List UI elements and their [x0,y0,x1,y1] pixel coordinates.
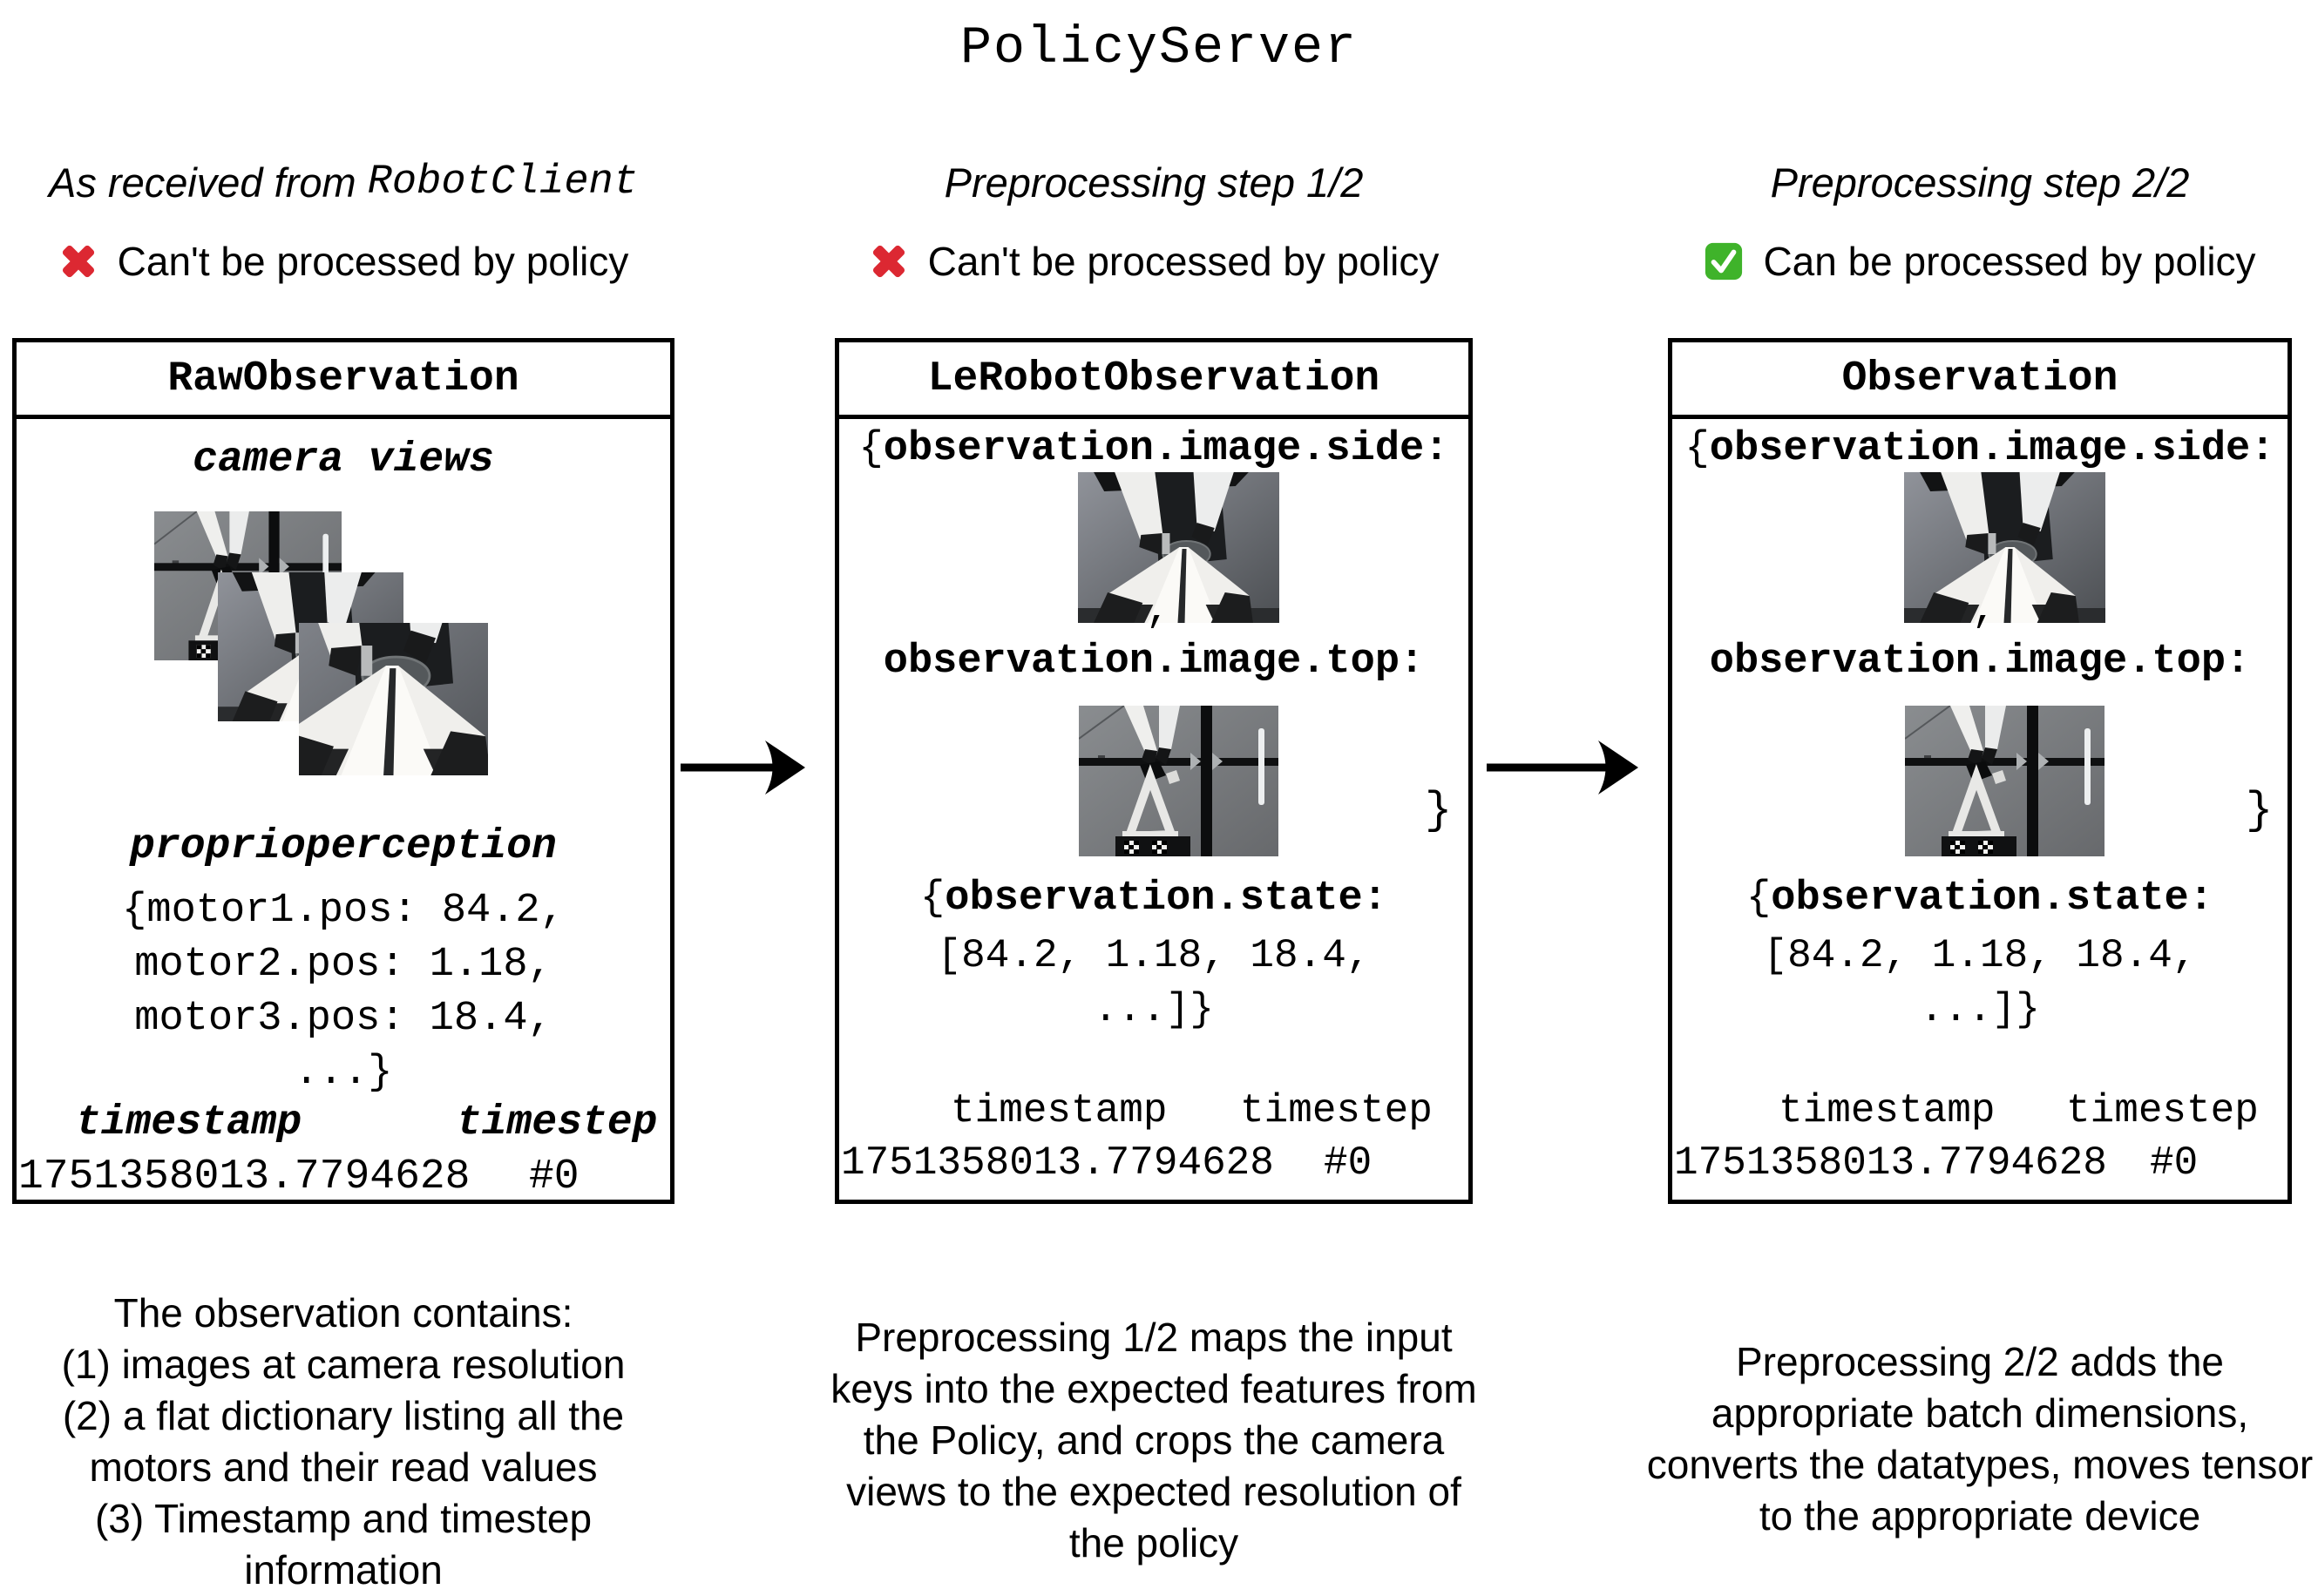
image-side-line [839,426,1468,472]
column-header-raw [12,155,674,209]
check-square-icon [1704,241,1744,281]
time-values-row [1672,1140,2288,1187]
camera-photo-close-view [299,623,488,775]
box-title: Observation [1672,342,2288,419]
timestamp-label: timestamp [1779,1088,1996,1133]
state-values-line-1: [84.2, 1.18, 18.4, [937,933,1371,978]
timestamp-value: 1751358013.7794628 [841,1140,1274,1186]
camera-views-label: camera views [193,436,494,484]
timestamp-value: 1751358013.7794628 [1674,1140,2107,1186]
image-top-key: observation.image.top: [883,639,1425,685]
cross-mark-icon [869,241,909,281]
lerobot-observation-box [835,338,1473,1204]
camera-photo-top-view [1905,706,2104,856]
status-row [12,235,674,287]
status-label: Can be processed by policy [1763,239,2256,284]
timestamp-label: timestamp [951,1088,1168,1133]
time-values-row [17,1153,670,1202]
state-values-line-2: ...]} [1919,987,2041,1032]
image-side-key: observation.image.side: [1709,426,2275,472]
cross-mark-icon [58,241,98,281]
dict-comma: , [1146,588,1170,633]
time-labels-row [1672,1088,2288,1135]
header-text: As received from [49,159,368,206]
camera-photo-top-view [1079,706,1278,856]
header-text: Preprocessing step 1/2 [944,159,1364,206]
timestep-value: #0 [2150,1140,2199,1186]
status-row [1668,235,2292,287]
timestep-label: timestep [457,1099,658,1146]
timestamp-value: 1751358013.7794628 [18,1153,471,1200]
header-text: Preprocessing step 2/2 [1770,159,2190,206]
camera-photo-side-view [1078,472,1279,623]
state-values-line-1: [84.2, 1.18, 18.4, [1763,933,2197,978]
column-header-step1 [835,155,1473,209]
image-side-key: observation.image.side: [883,426,1449,472]
image-side-line [1672,426,2288,472]
state-key: observation.state: [1771,876,2213,922]
preprocessing-2-caption: Preprocessing 2/2 adds the appropriate batch dimensions, converts the datatypes, moves tensor to the appropriate device [1646,1339,2314,1539]
dict-comma: , [1972,588,1996,633]
raw-observation-caption: The observation contains: (1) images at camera resolution (2) a flat dictionary listing all the motors and their read values (3) Timestamp and timestep information [61,1290,626,1593]
robot-client-code: RobotClient [367,159,638,206]
time-values-row [839,1140,1468,1187]
image-top-key: observation.image.top: [1709,639,2251,685]
state-key: observation.state: [945,876,1387,922]
dict-open-brace: { [1684,426,1710,472]
dict-close-brace: } [1425,785,1453,836]
camera-photo-side-view [1904,472,2105,623]
flow-arrow-icon [675,737,806,798]
box-title: RawObservation [17,342,670,419]
raw-observation-box [12,338,674,1204]
box-title: LeRobotObservation [839,342,1468,419]
timestamp-label: timestamp [76,1099,302,1146]
status-label: Can't be processed by policy [927,239,1440,284]
timestep-value: #0 [1324,1140,1372,1186]
column-header-step2 [1668,155,2292,209]
time-labels-row [839,1088,1468,1135]
preprocessing-1-caption: Preprocessing 1/2 maps the input keys into the expected features from the Policy, and crops the camera views to the expected resolution of the policy [830,1315,1477,1566]
observation-box [1668,338,2292,1204]
state-open-brace: { [1746,876,1772,922]
timestep-label: timestep [1240,1088,1433,1133]
motor-dictionary: {motor1.pos: 84.2, motor2.pos: 1.18, motor3.pos: 18.4, ...} [122,888,565,1096]
status-row [835,235,1473,287]
flow-arrow-icon [1480,737,1641,798]
page-title: PolicyServer [959,19,1359,78]
proprioperception-label: proprioperception [130,823,557,870]
time-labels-row [17,1099,670,1148]
dict-close-brace: } [2246,785,2274,836]
state-line [839,876,1468,922]
dict-open-brace: { [858,426,884,472]
timestep-label: timestep [2066,1088,2259,1133]
state-line [1672,876,2288,922]
state-values-line-2: ...]} [1093,987,1215,1032]
timestep-value: #0 [529,1153,580,1200]
status-label: Can't be processed by policy [117,239,629,284]
state-open-brace: { [920,876,946,922]
